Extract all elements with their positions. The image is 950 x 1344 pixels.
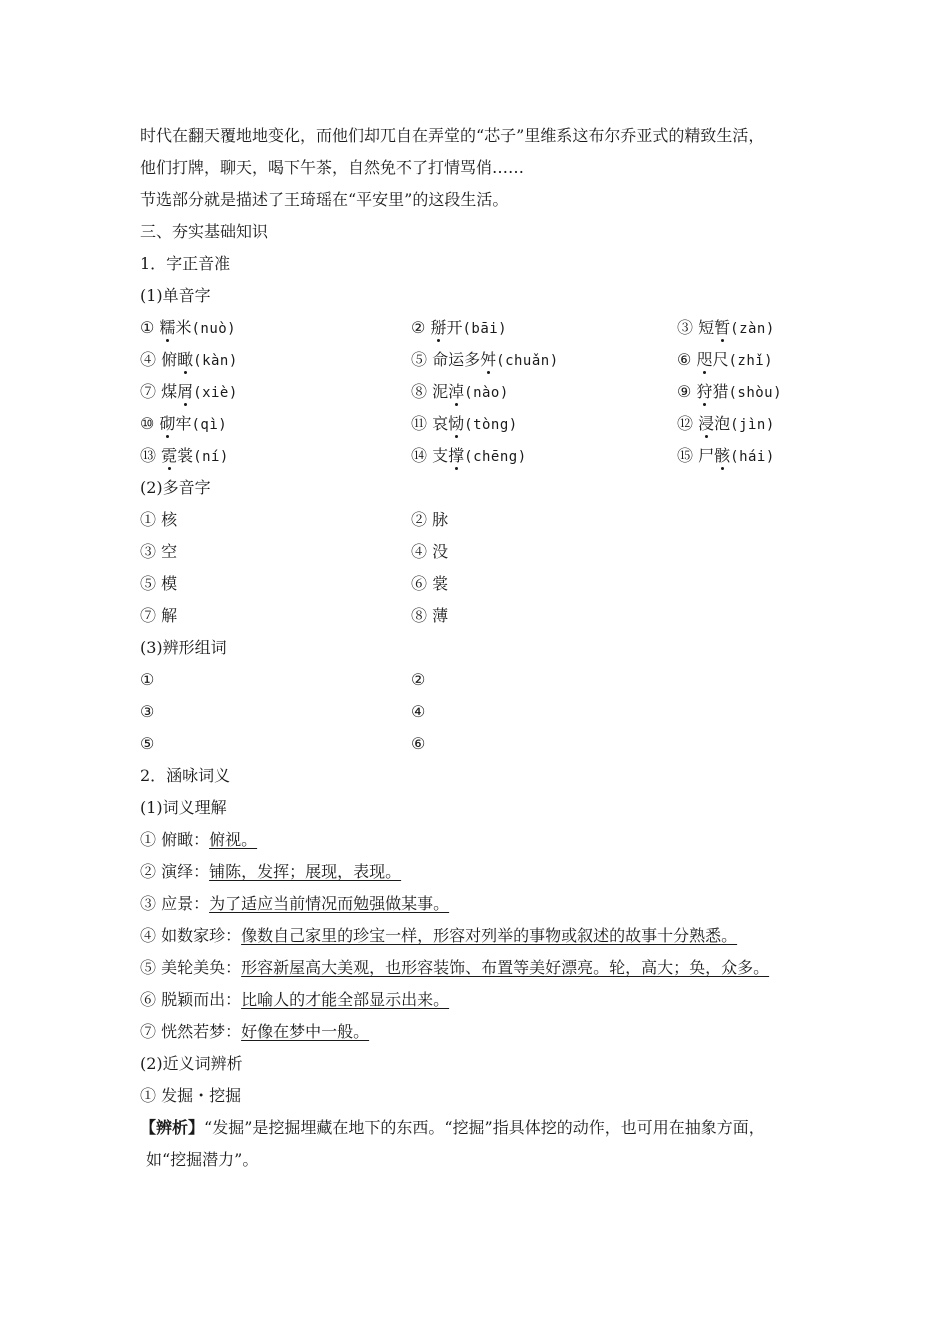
multi-char-item: ② 脉	[411, 510, 449, 529]
shape-word-item: ②	[411, 670, 426, 689]
single-char-grid	[140, 312, 840, 472]
word-prefix: 短	[698, 318, 715, 337]
vocab-item	[140, 1016, 840, 1048]
pinyin: (xiè)	[193, 385, 238, 401]
item-number: ⑬	[140, 446, 157, 465]
item-number: ⑭	[411, 446, 428, 465]
item-number: ⑩	[140, 414, 155, 433]
pinyin: (zàn)	[730, 321, 775, 337]
single-char-item	[411, 344, 559, 377]
pinyin: (jìn)	[730, 417, 775, 433]
vocab-definition: 形容新屋高大美观，也形容装饰、布置等美好漂亮。轮，高大；奂，众多。	[241, 958, 770, 977]
word-prefix: 泥	[432, 382, 449, 401]
multi-char-item: ⑧ 薄	[411, 606, 449, 625]
dotted-char: 咫	[696, 344, 712, 376]
multi-char-grid	[140, 504, 840, 632]
multi-char-item: ⑥ 裳	[411, 574, 449, 593]
multi-char-item: ⑦ 解	[140, 606, 178, 625]
single-char-item	[677, 408, 775, 441]
vocab-item	[140, 920, 840, 952]
single-char-item	[140, 312, 236, 345]
item-number: ⑧	[411, 382, 428, 401]
single-char-item	[411, 312, 507, 345]
shape-word-item: ③	[140, 702, 155, 721]
dotted-char: 屑	[177, 376, 193, 408]
single-char-item	[411, 408, 518, 441]
dotted-char: 暂	[714, 312, 730, 344]
document-body	[140, 120, 840, 1176]
vocab-item	[140, 952, 840, 984]
dotted-char: 掰	[430, 312, 446, 344]
vocab-definition: 俯视。	[209, 830, 258, 849]
single-char-item	[411, 376, 509, 409]
word-suffix: 裳	[177, 446, 194, 465]
single-char-item	[140, 344, 238, 377]
pinyin: (zhǐ)	[728, 353, 774, 369]
item-number: ①	[140, 318, 155, 337]
single-char-item	[677, 312, 775, 345]
multi-char-heading: (2)多音字	[140, 478, 211, 497]
single-char-row	[140, 440, 840, 472]
vocab-term: ④ 如数家珍：	[140, 926, 242, 945]
dotted-char: 骸	[714, 440, 730, 472]
vocab-heading: (1)词义理解	[140, 798, 227, 817]
dotted-char: 糯	[159, 312, 175, 344]
word-prefix: 支	[432, 446, 449, 465]
item-number: ⑤	[411, 350, 428, 369]
shape-word-item: ④	[411, 702, 426, 721]
vocab-item	[140, 984, 840, 1016]
word-suffix: 米	[175, 318, 192, 337]
vocab-term: ① 俯瞰：	[140, 830, 210, 849]
item-number: ⑥	[677, 350, 692, 369]
multi-char-item: ⑤ 模	[140, 574, 178, 593]
dotted-char: 浸	[698, 408, 714, 440]
word-suffix: 开	[446, 318, 463, 337]
pinyin: (nào)	[464, 385, 509, 401]
analysis-text-1: “发掘”是挖掘埋藏在地下的东西。“挖掘”指具体挖的动作，也可用在抽象方面，	[204, 1118, 765, 1137]
intro-line-2: 他们打牌，聊天，喝下午茶，自然免不了打情骂俏……	[140, 158, 525, 177]
single-char-heading: (1)单音字	[140, 286, 211, 305]
single-char-item	[677, 376, 782, 409]
pinyin: (chuǎn)	[496, 353, 559, 369]
word-suffix: 猎	[712, 382, 729, 401]
word-suffix: 尺	[712, 350, 729, 369]
single-char-item	[677, 344, 773, 377]
vocab-list	[140, 824, 840, 1048]
vocab-term: ③ 应景：	[140, 894, 210, 913]
dotted-char: 恸	[448, 408, 464, 440]
synonym-heading: (2)近义词辨析	[140, 1054, 243, 1073]
vocab-definition: 铺陈，发挥；展现，表现。	[209, 862, 402, 881]
vocab-item	[140, 856, 840, 888]
dotted-char: 撑	[448, 440, 464, 472]
intro-line-1: 时代在翻天覆地地变化，而他们却兀自在弄堂的“芯子”里维系这布尔乔亚式的精致生活，	[140, 126, 765, 145]
word-suffix: 牢	[175, 414, 192, 433]
dotted-char: 淖	[448, 376, 464, 408]
vocab-definition: 比喻人的才能全部显示出来。	[241, 990, 450, 1009]
vocab-definition: 像数自己家里的珍宝一样，形容对列举的事物或叙述的故事十分熟悉。	[241, 926, 738, 945]
multi-char-row	[140, 600, 840, 632]
word-prefix: 俯	[161, 350, 178, 369]
analysis-text-2: 如“挖掘潜力”。	[146, 1150, 259, 1169]
vocab-term: ⑥ 脱颖而出：	[140, 990, 242, 1009]
vocab-term: ⑦ 恍然若梦：	[140, 1022, 242, 1041]
shape-word-grid	[140, 664, 840, 760]
dotted-char: 瞰	[177, 344, 193, 376]
single-char-row	[140, 312, 840, 344]
multi-char-row	[140, 536, 840, 568]
single-char-item	[140, 376, 238, 409]
word-suffix: 泡	[714, 414, 731, 433]
vocab-item	[140, 888, 840, 920]
pinyin: (ní)	[193, 449, 229, 465]
multi-char-item: ③ 空	[140, 542, 178, 561]
multi-char-item: ① 核	[140, 510, 178, 529]
word-prefix: 煤	[161, 382, 178, 401]
subsection-heading-pronunciation: 1．字正音准	[140, 254, 231, 273]
section-heading: 三、夯实基础知识	[140, 222, 269, 241]
analysis-label: 【辨析】	[140, 1118, 205, 1137]
single-char-row	[140, 344, 840, 376]
item-number: ⑨	[677, 382, 692, 401]
item-number: ⑮	[677, 446, 694, 465]
vocab-definition: 好像在梦中一般。	[241, 1022, 370, 1041]
pinyin: (tòng)	[464, 417, 518, 433]
pinyin: (hái)	[730, 449, 775, 465]
subsection-heading-meaning: 2．涵咏词义	[140, 766, 231, 785]
pinyin: (bāi)	[462, 321, 508, 337]
dotted-char: 霓	[161, 440, 177, 472]
pinyin: (shòu)	[728, 385, 783, 401]
word-prefix: 命运多	[432, 350, 481, 369]
multi-char-row	[140, 504, 840, 536]
shape-word-row	[140, 728, 840, 760]
item-number: ⑪	[411, 414, 428, 433]
dotted-char: 狩	[696, 376, 712, 408]
item-number: ⑦	[140, 382, 157, 401]
item-number: ②	[411, 318, 426, 337]
pinyin: (qì)	[191, 417, 228, 433]
shape-word-item: ⑥	[411, 734, 426, 753]
dotted-char: 砌	[159, 408, 175, 440]
single-char-item	[140, 408, 227, 441]
analysis-line-1	[140, 1112, 840, 1144]
word-prefix: 尸	[698, 446, 715, 465]
intro-line-3: 节选部分就是描述了王琦瑶在“平安里”的这段生活。	[140, 190, 509, 209]
pinyin: (nuò)	[191, 321, 237, 337]
single-char-item	[677, 440, 775, 473]
vocab-item	[140, 824, 840, 856]
item-number: ⑫	[677, 414, 694, 433]
vocab-definition: 为了适应当前情况而勉强做某事。	[209, 894, 450, 913]
vocab-term: ② 演绎：	[140, 862, 210, 881]
vocab-term: ⑤ 美轮美奂：	[140, 958, 242, 977]
single-char-item	[140, 440, 229, 473]
analysis-line-2	[140, 1144, 840, 1176]
shape-word-item: ⑤	[140, 734, 155, 753]
pinyin: (kàn)	[193, 353, 238, 369]
single-char-row	[140, 408, 840, 440]
shape-word-row	[140, 664, 840, 696]
item-number: ③	[677, 318, 694, 337]
word-prefix: 哀	[432, 414, 449, 433]
multi-char-item: ④ 没	[411, 542, 449, 561]
synonym-item: ① 发掘・挖掘	[140, 1086, 242, 1105]
item-number: ④	[140, 350, 157, 369]
shape-word-item: ①	[140, 670, 155, 689]
multi-char-row	[140, 568, 840, 600]
dotted-char: 舛	[480, 344, 496, 376]
single-char-row	[140, 376, 840, 408]
pinyin: (chēng)	[464, 449, 527, 465]
shape-word-heading: (3)辨形组词	[140, 638, 227, 657]
shape-word-row	[140, 696, 840, 728]
single-char-item	[411, 440, 527, 473]
